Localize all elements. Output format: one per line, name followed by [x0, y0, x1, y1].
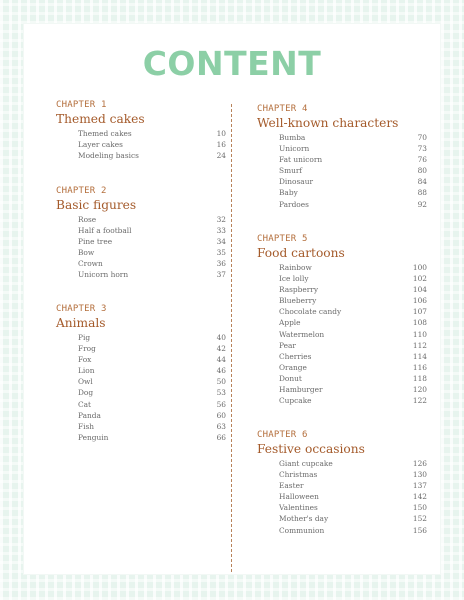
entry-name: Bow [78, 248, 95, 258]
entry-name: Christmas [279, 470, 318, 480]
toc-entry [257, 143, 427, 154]
toc-entry [257, 491, 427, 502]
chapter-title: Festive occasions [257, 442, 365, 456]
entry-name: Easter [279, 481, 304, 491]
entry-name: Modeling basics [78, 151, 139, 161]
entry-page-number: 63 [216, 421, 226, 431]
toc-entry [56, 421, 226, 432]
entry-page-number: 110 [412, 329, 427, 339]
entry-page-number: 130 [412, 470, 427, 480]
toc-entry [257, 132, 427, 143]
entry-page-number: 44 [216, 355, 226, 365]
entry-page-number: 156 [412, 525, 427, 535]
toc-entry [257, 295, 427, 306]
entry-name: Themed cakes [78, 129, 132, 138]
entry-name: Raspberry [279, 285, 319, 295]
toc-entry [257, 351, 427, 362]
entry-name: Unicorn [279, 144, 310, 154]
chapter-title: Well-known characters [257, 116, 399, 130]
chapter-title: Animals [56, 316, 106, 330]
chapter-4 [257, 104, 427, 210]
entry-name: Fat unicorn [279, 155, 323, 165]
toc-entry [56, 343, 226, 354]
entry-page-number: 116 [412, 362, 427, 372]
entry-page-number: 24 [216, 151, 226, 161]
entry-page-number: 33 [216, 226, 226, 236]
entry-name: Penguin [78, 432, 109, 442]
toc-entry [56, 225, 226, 236]
chapter-title: Basic figures [56, 198, 137, 212]
entry-name: Unicorn horn [78, 270, 129, 280]
toc-entry [257, 480, 427, 491]
entry-page-number: 10 [216, 129, 226, 138]
page-title: CONTENT [142, 44, 322, 83]
toc-entry [257, 306, 427, 317]
entry-name: Rainbow [279, 263, 312, 272]
entry-name: Giant cupcake [279, 459, 333, 468]
entry-name: Pig [78, 333, 91, 342]
chapter-label: CHAPTER 2 [56, 186, 107, 196]
entry-page-number: 35 [216, 248, 226, 258]
toc-entry [56, 128, 226, 139]
entry-page-number: 104 [412, 285, 427, 295]
entry-name: Cherries [279, 351, 312, 361]
entry-page-number: 70 [417, 133, 427, 142]
entry-page-number: 53 [216, 388, 226, 398]
chapter-2 [56, 186, 226, 281]
toc-entry [56, 332, 226, 343]
entry-name: Panda [78, 410, 101, 420]
chapter-6 [257, 430, 427, 536]
toc-entry [257, 187, 427, 198]
toc-entry [56, 139, 226, 150]
toc-entry [56, 258, 226, 269]
toc-entry [56, 247, 226, 258]
entry-page-number: 142 [412, 492, 427, 502]
entry-page-number: 60 [216, 410, 226, 420]
entry-name: Baby [279, 188, 298, 198]
entry-name: Pardoes [279, 199, 309, 209]
toc-entry [257, 317, 427, 328]
chapter-entry-list [56, 128, 226, 161]
toc-entry [56, 354, 226, 365]
entry-page-number: 108 [412, 318, 427, 328]
chapter-entry-list [257, 458, 427, 536]
entry-page-number: 84 [417, 177, 427, 187]
chapter-label: CHAPTER 5 [257, 234, 308, 244]
chapter-label: CHAPTER 6 [257, 430, 308, 440]
entry-name: Lion [78, 366, 95, 376]
entry-name: Ice lolly [279, 274, 309, 284]
toc-entry [257, 199, 427, 210]
entry-page-number: 102 [412, 274, 427, 284]
chapter-5 [257, 234, 427, 406]
entry-page-number: 40 [216, 333, 226, 342]
entry-page-number: 80 [417, 166, 427, 176]
entry-page-number: 126 [412, 459, 427, 468]
entry-name: Halloween [279, 492, 319, 502]
toc-entry [56, 269, 226, 280]
entry-page-number: 118 [412, 373, 427, 383]
entry-name: Communion [279, 525, 325, 535]
entry-name: Cat [78, 399, 92, 409]
entry-name: Crown [78, 259, 103, 269]
toc-entry [56, 399, 226, 410]
entry-name: Pear [279, 340, 296, 350]
toc-entry [56, 365, 226, 376]
entry-name: Hamburger [279, 385, 323, 395]
entry-page-number: 92 [417, 199, 427, 209]
entry-name: Frog [78, 344, 96, 354]
entry-name: Owl [78, 377, 93, 387]
entry-page-number: 88 [417, 188, 427, 198]
entry-page-number: 106 [412, 296, 427, 306]
entry-name: Layer cakes [78, 140, 123, 150]
entry-page-number: 50 [216, 377, 226, 387]
entry-page-number: 46 [216, 366, 226, 376]
toc-entry [257, 513, 427, 524]
toc-entry [257, 176, 427, 187]
chapter-3 [56, 304, 226, 443]
toc-entry [257, 469, 427, 480]
toc-entry [257, 458, 427, 469]
entry-name: Pine tree [78, 237, 113, 247]
chapter-label: CHAPTER 4 [257, 104, 308, 114]
chapter-entry-list [257, 262, 427, 406]
entry-name: Dog [78, 388, 94, 398]
toc-entry [257, 525, 427, 536]
entry-page-number: 122 [412, 396, 427, 406]
entry-name: Dinosaur [279, 177, 313, 187]
entry-page-number: 150 [412, 503, 427, 513]
entry-page-number: 42 [216, 344, 226, 354]
toc-entry [56, 410, 226, 421]
toc-entry [257, 273, 427, 284]
toc-entry [56, 432, 226, 443]
entry-name: Apple [279, 318, 301, 328]
toc-entry [56, 214, 226, 225]
entry-name: Donut [279, 373, 302, 383]
toc-entry [56, 236, 226, 247]
column-divider [231, 104, 232, 572]
toc-entry [257, 262, 427, 273]
entry-name: Chocolate candy [279, 307, 342, 317]
entry-name: Orange [279, 362, 307, 372]
chapter-entry-list [257, 132, 427, 210]
entry-name: Rose [78, 215, 97, 224]
toc-entry [257, 502, 427, 513]
entry-name: Smurf [279, 166, 303, 176]
toc-entry [56, 387, 226, 398]
toc-entry [257, 340, 427, 351]
entry-name: Bumba [279, 133, 306, 142]
entry-page-number: 112 [412, 340, 427, 350]
entry-page-number: 37 [216, 270, 226, 280]
entry-name: Mother's day [279, 514, 329, 524]
entry-name: Valentines [279, 503, 318, 513]
chapter-entry-list [56, 214, 226, 281]
entry-page-number: 100 [412, 263, 427, 272]
toc-entry [56, 376, 226, 387]
chapter-title: Themed cakes [56, 112, 145, 126]
entry-page-number: 114 [412, 351, 427, 361]
toc-entry [257, 165, 427, 176]
chapter-1 [56, 100, 226, 161]
toc-entry [257, 384, 427, 395]
chapter-entry-list [56, 332, 226, 443]
entry-page-number: 152 [412, 514, 427, 524]
contents-page [24, 24, 440, 574]
entry-name: Fox [78, 355, 92, 365]
chapter-label: CHAPTER 3 [56, 304, 107, 314]
entry-name: Blueberry [279, 296, 317, 306]
entry-page-number: 137 [412, 481, 427, 491]
chapter-title: Food cartoons [257, 246, 345, 260]
entry-page-number: 32 [216, 215, 226, 224]
entry-page-number: 73 [417, 144, 427, 154]
entry-page-number: 107 [412, 307, 427, 317]
toc-entry [257, 395, 427, 406]
entry-page-number: 36 [216, 259, 226, 269]
entry-page-number: 66 [216, 432, 226, 442]
entry-page-number: 76 [417, 155, 427, 165]
entry-page-number: 56 [216, 399, 226, 409]
toc-entry [257, 284, 427, 295]
chapter-label: CHAPTER 1 [56, 100, 107, 110]
toc-entry [56, 150, 226, 161]
toc-entry [257, 362, 427, 373]
entry-page-number: 34 [216, 237, 226, 247]
entry-page-number: 16 [216, 140, 226, 150]
toc-entry [257, 329, 427, 340]
toc-entry [257, 373, 427, 384]
entry-name: Watermelon [279, 329, 325, 339]
entry-name: Cupcake [279, 396, 312, 406]
entry-name: Fish [78, 421, 95, 431]
toc-entry [257, 154, 427, 165]
entry-page-number: 120 [412, 385, 427, 395]
entry-name: Half a football [78, 226, 132, 236]
